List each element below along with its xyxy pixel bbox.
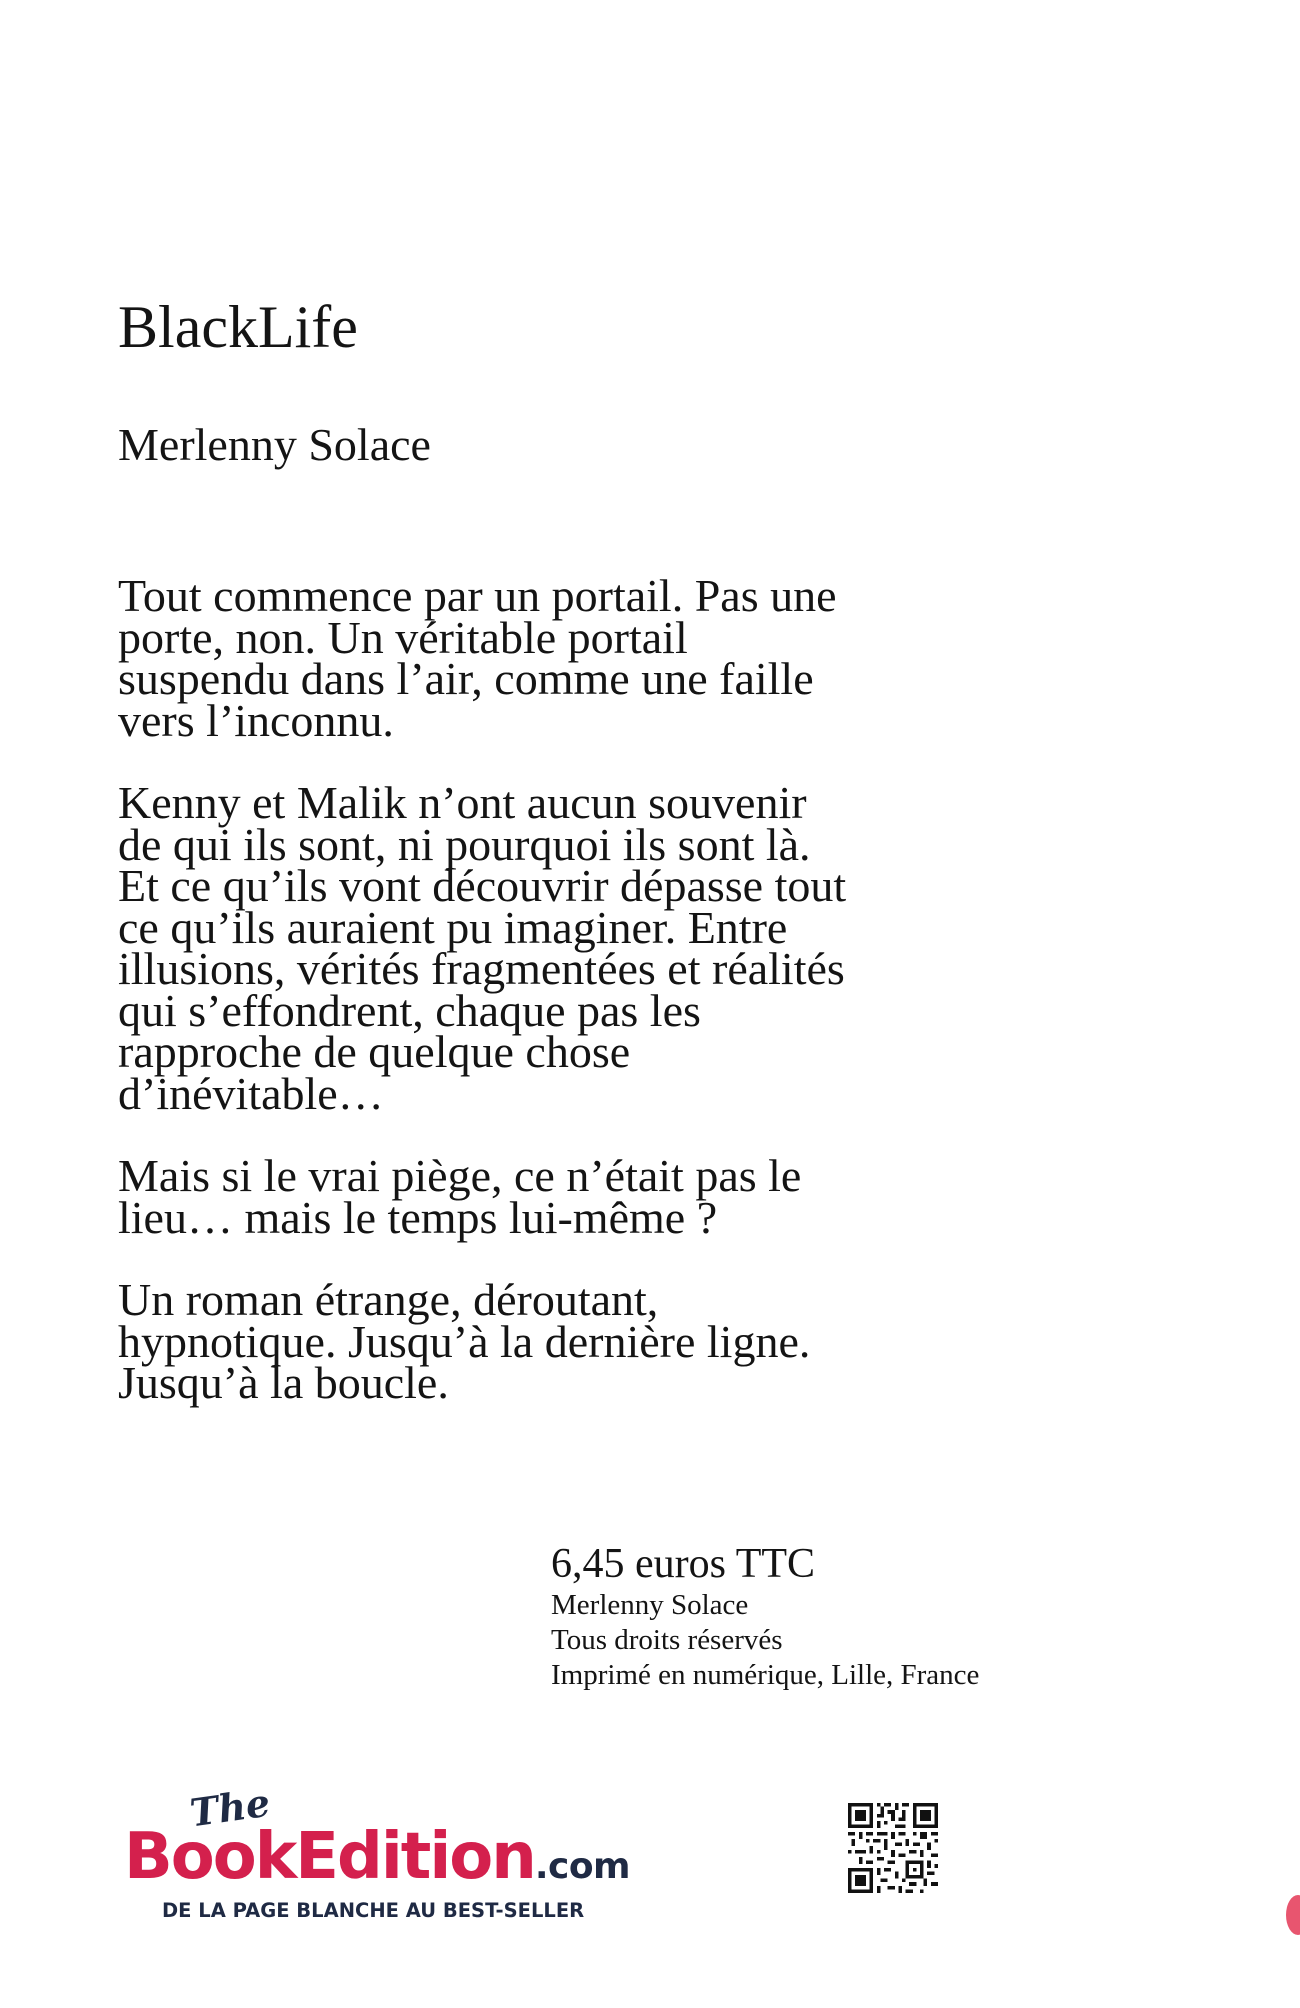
blurb-line: hypnotique. Jusqu’à la dernière ligne. (118, 1315, 811, 1367)
edge-mark (1286, 1895, 1300, 1935)
blurb-line: Jusqu’à la boucle. (118, 1357, 449, 1408)
publisher-logo (124, 1779, 704, 1928)
blurb-line: suspendu dans l’air, comme une faille (118, 653, 814, 704)
blurb-line: illusions, vérités fragmentées et réalités (118, 943, 845, 994)
logo-domain: .com (534, 1846, 631, 1887)
book-author: Merlenny Solace (118, 419, 431, 470)
blurb-paragraph (118, 777, 1118, 1119)
rights-notice: Tous droits réservés (551, 1624, 783, 1656)
blurb-line: Un roman étrange, déroutant, (118, 1274, 659, 1325)
blurb-line: Mais si le vrai piège, ce n’était pas le (118, 1150, 802, 1201)
blurb-paragraph (118, 1150, 1118, 1243)
logo-wordmark (124, 1822, 630, 1902)
blurb-line: ce qu’ils auraient pu imaginer. Entre (118, 901, 788, 953)
blurb-text (118, 570, 1118, 1445)
blurb-line: porte, non. Un véritable portail (118, 611, 688, 663)
logo-tagline: DE LA PAGE BLANCHE AU BEST-SELLER (162, 1899, 585, 1922)
blurb-line: vers l’inconnu. (118, 694, 394, 746)
logo-brand-name: BookEdition (124, 1820, 535, 1894)
blurb-paragraph (118, 570, 1118, 746)
blurb-line: de qui ils sont, ni pourquoi ils sont là. (118, 818, 811, 870)
blurb-line: Kenny et Malik n’ont aucun souvenir (118, 777, 807, 828)
colophon-author: Merlenny Solace (551, 1589, 749, 1621)
colophon (551, 1540, 979, 1693)
print-location: Imprimé en numérique, Lille, France (551, 1659, 980, 1691)
price-label: 6,45 euros TTC (551, 1541, 816, 1587)
blurb-line: Et ce qu’ils vont découvrir dépasse tout (118, 860, 847, 911)
book-title: BlackLife (118, 294, 358, 360)
blurb-paragraph (118, 1274, 1118, 1408)
blurb-line: d’inévitable… (118, 1067, 384, 1119)
blurb-line: rapproche de quelque chose (118, 1026, 631, 1077)
blurb-line: lieu… mais le temps lui-même ? (118, 1191, 718, 1243)
blurb-line: qui s’effondrent, chaque pas les (118, 984, 701, 1036)
logo-the-text: The (187, 1779, 273, 1836)
blurb-line: Tout commence par un portail. Pas une (118, 570, 837, 621)
qr-code-icon (848, 1803, 938, 1893)
